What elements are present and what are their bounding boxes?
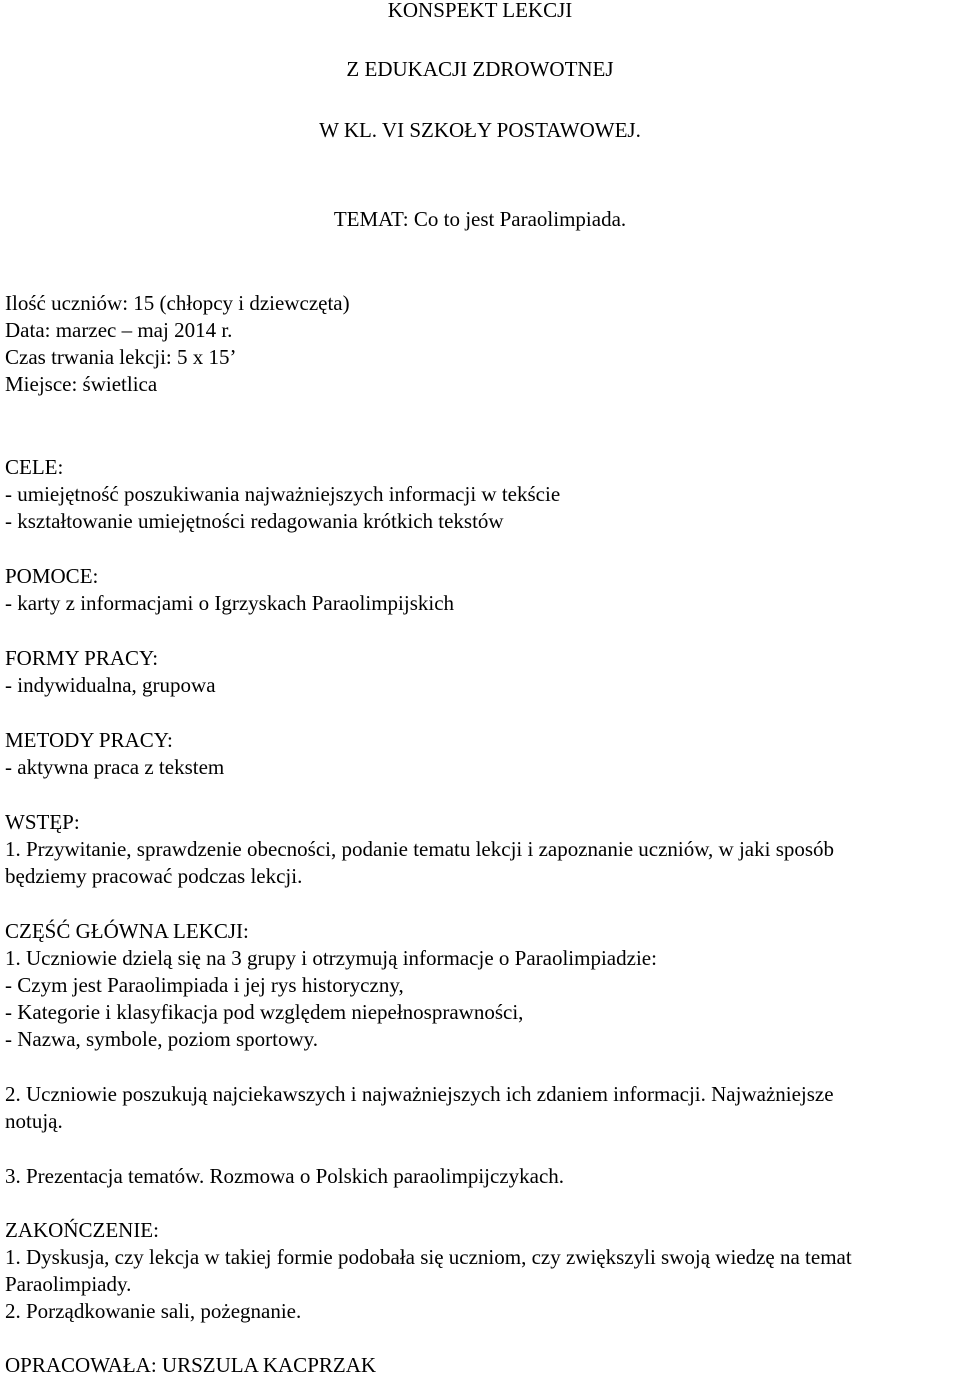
glowna-line: notują. [5, 1109, 63, 1133]
cele-item: - kształtowanie umiejętności redagowania krótkich tekstów [5, 509, 504, 533]
section-heading-wstep: WSTĘP: [5, 810, 80, 834]
glowna-line: 2. Uczniowie poszukują najciekawszych i najważniejszych ich zdaniem informacji. Najważniejsze [5, 1082, 834, 1106]
doc-title-line-3: W KL. VI SZKOŁY POSTAWOWEJ. [319, 118, 641, 142]
formy-item: - indywidualna, grupowa [5, 673, 216, 697]
section-heading-zakonczenie: ZAKOŃCZENIE: [5, 1218, 159, 1242]
metody-item: - aktywna praca z tekstem [5, 755, 225, 779]
wstep-line: 1. Przywitanie, sprawdzenie obecności, podanie tematu lekcji i zapoznanie uczniów, w jaki sposób [5, 837, 835, 861]
glowna-line: - Nazwa, symbole, poziom sportowy. [5, 1027, 318, 1051]
info-place: Miejsce: świetlica [5, 372, 158, 396]
info-duration: Czas trwania lekcji: 5 x 15’ [5, 345, 237, 369]
info-students: Ilość uczniów: 15 (chłopcy i dziewczęta) [5, 291, 350, 315]
glowna-line: 1. Uczniowie dzielą się na 3 grupy i otrzymują informacje o Paraolimpiadzie: [5, 946, 657, 970]
glowna-line: - Czym jest Paraolimpiada i jej rys historyczny, [5, 973, 404, 997]
section-heading-pomoce: POMOCE: [5, 564, 99, 588]
zakonczenie-line: 1. Dyskusja, czy lekcja w takiej formie podobała się uczniom, czy zwiększyli swoją wiedzę na temat [5, 1245, 852, 1269]
info-date: Data: marzec – maj 2014 r. [5, 318, 233, 342]
doc-title-line-1: KONSPEKT LEKCJI [387, 0, 573, 22]
wstep-line: będziemy pracować podczas lekcji. [5, 864, 303, 888]
glowna-line: - Kategorie i klasyfikacja pod względem niepełnosprawności, [5, 1000, 524, 1024]
lesson-topic: TEMAT: Co to jest Paraolimpiada. [333, 207, 627, 231]
section-heading-cele: CELE: [5, 455, 64, 479]
section-heading-formy: FORMY PRACY: [5, 646, 159, 670]
cele-item: - umiejętność poszukiwania najważniejszych informacji w tekście [5, 482, 561, 506]
section-heading-glowna: CZĘŚĆ GŁÓWNA LEKCJI: [5, 919, 249, 943]
zakonczenie-line: Paraolimpiady. [5, 1272, 132, 1296]
pomoce-item: - karty z informacjami o Igrzyskach Paraolimpijskich [5, 591, 455, 615]
zakonczenie-line: 2. Porządkowanie sali, pożegnanie. [5, 1299, 302, 1323]
author-line: OPRACOWAŁA: URSZULA KACPRZAK [5, 1353, 377, 1377]
glowna-line: 3. Prezentacja tematów. Rozmowa o Polskich paraolimpijczykach. [5, 1164, 565, 1188]
section-heading-metody: METODY PRACY: [5, 728, 173, 752]
doc-title-line-2: Z EDUKACJI ZDROWOTNEJ [346, 57, 614, 81]
